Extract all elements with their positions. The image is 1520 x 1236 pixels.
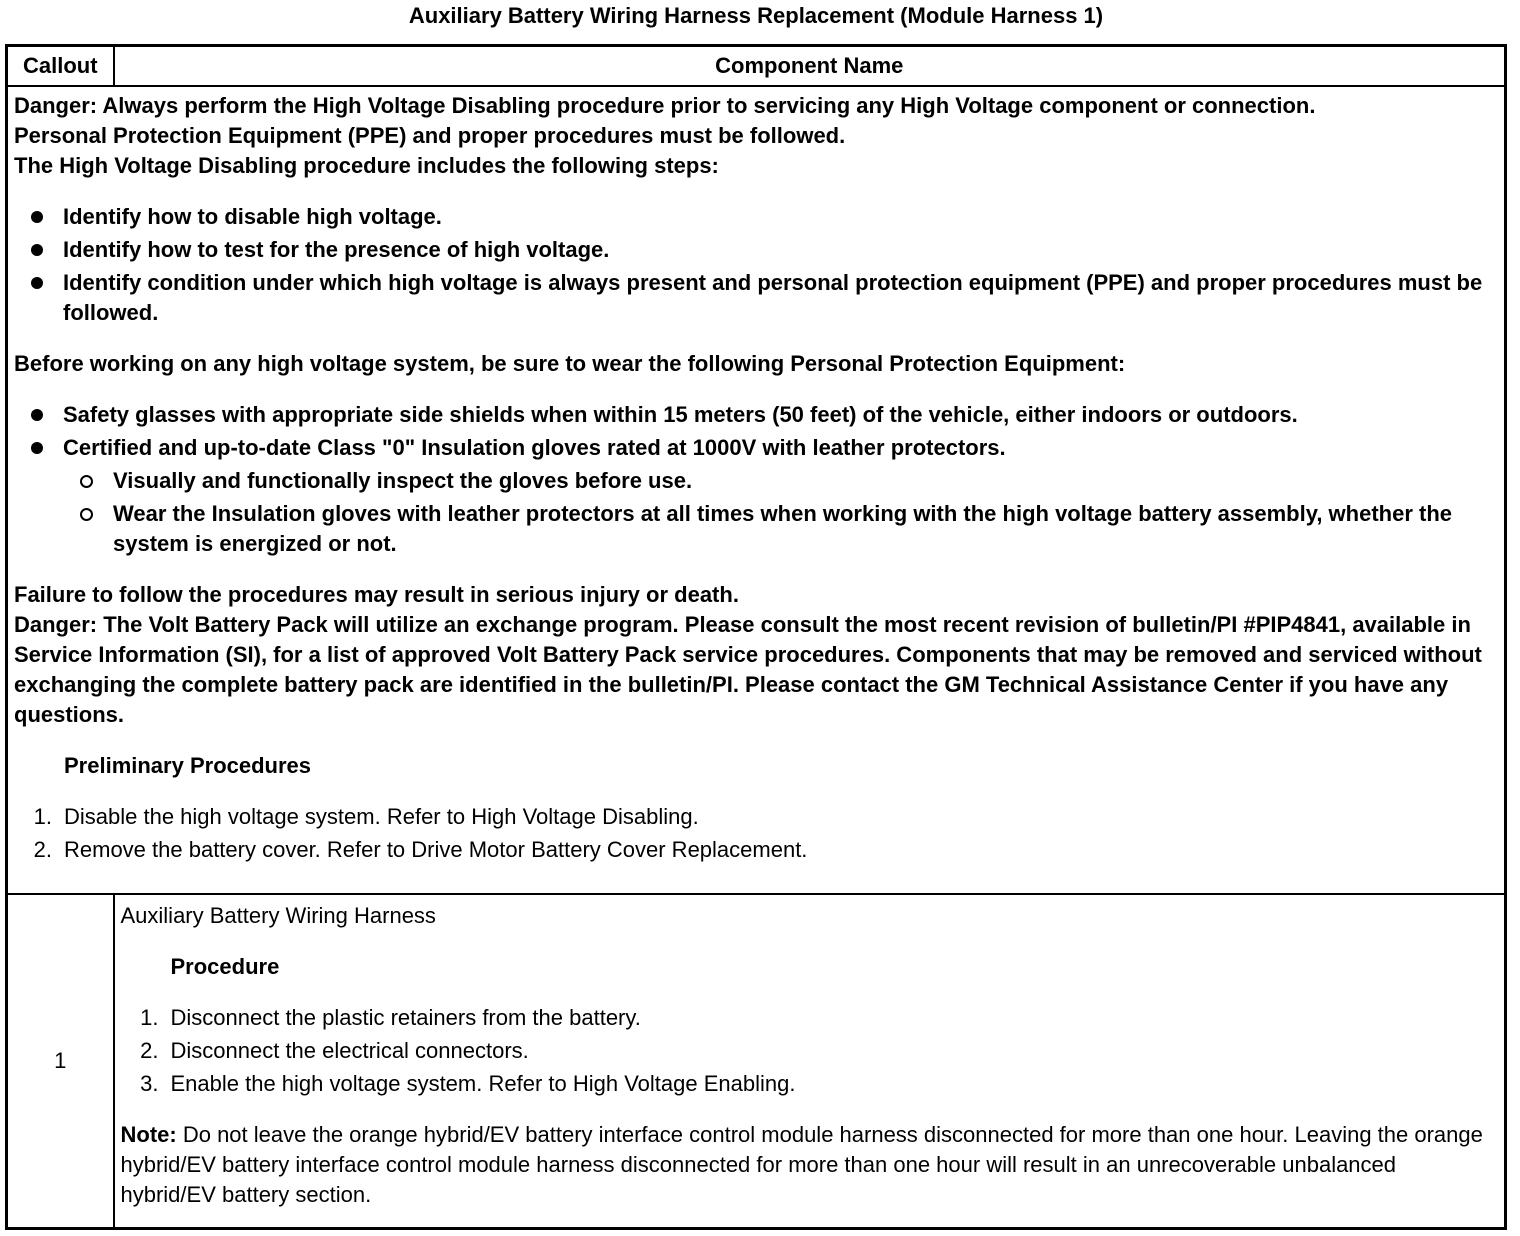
danger-line: Danger: Always perform the High Voltage Disabling procedure prior to servicing any High Voltage component or connection. bbox=[14, 93, 1316, 118]
exchange-danger: Danger: The Volt Battery Pack will utilize an exchange program. Please consult the most recent revision of bulletin/PI #PIP4841, available in Service Information (SI), for a list of approved Volt Battery Pack service procedures. Components that may be removed and serviced without exchanging the complete battery pack are identified in the bulletin/PI. Please contact the GM Technical Assistance Center if you have any questions. bbox=[14, 612, 1482, 727]
step-text: Enable the high voltage system. Refer to High Voltage Enabling. bbox=[170, 1071, 796, 1097]
document-title: Auxiliary Battery Wiring Harness Replacement (Module Harness 1) bbox=[408, 3, 1104, 28]
list-item bbox=[14, 400, 1496, 430]
note-text: Do not leave the orange hybrid/EV battery interface control module harness disconnected for more than one hour. Leaving the orange hybrid/EV battery interface control module harness disconnected for more than one hour will result in an unrecoverable unbalanced hybrid/EV battery section. bbox=[120, 1122, 1483, 1208]
procedure-table bbox=[5, 44, 1507, 1230]
list-item bbox=[14, 802, 1496, 832]
note-block bbox=[121, 1120, 1495, 1210]
bullet-icon bbox=[31, 442, 43, 454]
step-number: 3. bbox=[140, 1071, 159, 1097]
list-item bbox=[14, 235, 1496, 265]
list-item-text: Visually and functionally inspect the gloves before use. bbox=[113, 468, 693, 493]
callout-number: 1 bbox=[7, 894, 114, 1228]
list-item bbox=[63, 466, 1496, 496]
intro-row bbox=[7, 86, 1506, 894]
list-item bbox=[63, 499, 1496, 559]
bullet-icon bbox=[31, 277, 43, 289]
component-detail-cell bbox=[114, 894, 1506, 1228]
disabling-steps-list bbox=[14, 202, 1496, 328]
list-item bbox=[14, 202, 1496, 232]
header-component-name: Component Name bbox=[114, 46, 1506, 87]
intro-cell bbox=[7, 86, 1506, 894]
list-item-text: Certified and up-to-date Class "0" Insulation gloves rated at 1000V with leather protectors. bbox=[63, 435, 1006, 460]
list-item bbox=[121, 1036, 1495, 1066]
bullet-icon bbox=[31, 211, 43, 223]
list-item-text: Identify condition under which high voltage is always present and personal protection equipment (PPE) and proper procedures must be followed. bbox=[63, 270, 1483, 325]
step-number: 1. bbox=[140, 1005, 159, 1031]
hollow-bullet-icon bbox=[80, 508, 93, 521]
preliminary-heading: Preliminary Procedures bbox=[64, 753, 312, 778]
preliminary-steps-list bbox=[14, 802, 1496, 865]
step-number: 2. bbox=[33, 837, 52, 862]
list-item-text: Identify how to disable high voltage. bbox=[63, 204, 442, 229]
component-name: Auxiliary Battery Wiring Harness bbox=[120, 903, 436, 929]
table-header-row bbox=[7, 46, 1506, 87]
bullet-icon bbox=[31, 409, 43, 421]
list-item bbox=[14, 835, 1496, 865]
list-item-text: Safety glasses with appropriate side shields when within 15 meters (50 feet) of the vehicle, either indoors or outdoors. bbox=[63, 402, 1298, 427]
ppe-intro: Before working on any high voltage system, be sure to wear the following Personal Protection Equipment: bbox=[14, 351, 1126, 376]
list-item-text: Identify how to test for the presence of high voltage. bbox=[63, 237, 610, 262]
bullet-icon bbox=[31, 244, 43, 256]
list-item bbox=[14, 268, 1496, 328]
failure-warning: Failure to follow the procedures may result in serious injury or death. bbox=[14, 582, 739, 607]
step-text: Disconnect the electrical connectors. bbox=[170, 1038, 529, 1064]
procedure-steps-list bbox=[121, 1003, 1495, 1099]
table-row bbox=[7, 894, 1506, 1228]
list-item bbox=[121, 1003, 1495, 1033]
hollow-bullet-icon bbox=[80, 475, 93, 488]
procedure-heading: Procedure bbox=[170, 954, 280, 980]
danger-line: Personal Protection Equipment (PPE) and proper procedures must be followed. bbox=[14, 123, 846, 148]
step-number: 2. bbox=[140, 1038, 159, 1064]
step-number: 1. bbox=[33, 804, 52, 829]
step-text: Disable the high voltage system. Refer to High Voltage Disabling. bbox=[64, 804, 699, 829]
header-callout: Callout bbox=[7, 46, 114, 87]
list-item bbox=[14, 433, 1496, 559]
step-text: Disconnect the plastic retainers from the battery. bbox=[170, 1005, 641, 1031]
note-label: Note: bbox=[120, 1122, 177, 1148]
list-item bbox=[121, 1069, 1495, 1099]
list-item-text: Wear the Insulation gloves with leather protectors at all times when working with the high voltage battery assembly, whether the system is energized or not. bbox=[113, 501, 1453, 556]
step-text: Remove the battery cover. Refer to Drive Motor Battery Cover Replacement. bbox=[64, 837, 808, 862]
glove-subitems-list bbox=[63, 466, 1496, 559]
danger-line: The High Voltage Disabling procedure includes the following steps: bbox=[14, 153, 719, 178]
ppe-list bbox=[14, 400, 1496, 559]
